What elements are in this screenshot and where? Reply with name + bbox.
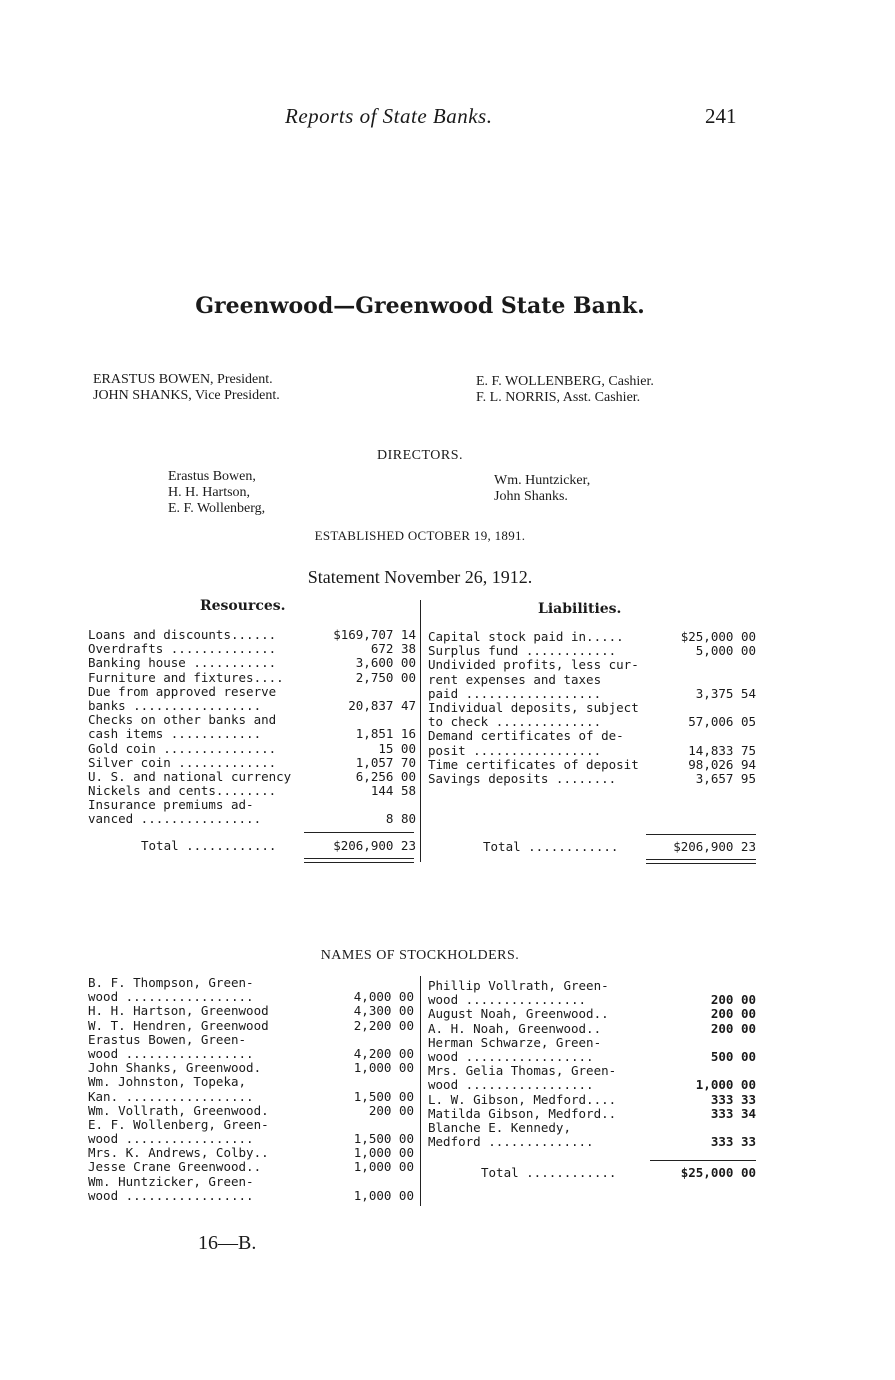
table-row [428, 772, 756, 786]
officer-vice-president: JOHN SHANKS, Vice President. [93, 388, 280, 403]
row-value: 15 00 [378, 740, 416, 756]
row-label: Savings deposits ........ [428, 770, 617, 786]
stockholders-heading: NAMES OF STOCKHOLDERS. [320, 948, 520, 963]
table-row [88, 1047, 414, 1061]
directors-heading: DIRECTORS. [376, 448, 464, 463]
table-row [88, 976, 414, 990]
table-row [88, 1061, 414, 1075]
directors-left [168, 469, 265, 517]
table-row [88, 784, 416, 798]
column-divider [420, 976, 421, 1206]
row-label: E. F. Wollenberg, Green- [88, 1116, 269, 1132]
table-row [88, 1075, 414, 1089]
resources-table [88, 628, 416, 827]
liabilities-total-row [428, 840, 756, 854]
table-row [88, 1104, 414, 1118]
table-row [88, 1146, 414, 1160]
double-rule [304, 858, 414, 859]
table-row [428, 1078, 756, 1092]
row-label: posit ................. [428, 742, 602, 758]
row-label: wood ................ [428, 992, 587, 1008]
row-label: Time certificates of deposit [428, 756, 639, 772]
table-row [88, 770, 416, 784]
row-label: wood ................. [88, 1187, 254, 1203]
director-name: H. H. Hartson, [168, 485, 251, 500]
table-row [428, 1121, 756, 1135]
table-row [88, 1160, 414, 1174]
officer-asst-cashier: F. L. NORRIS, Asst. Cashier. [476, 390, 641, 405]
row-label: Kan. ................. [88, 1088, 254, 1104]
table-row [88, 727, 416, 741]
row-label: Loans and discounts...... [88, 627, 277, 642]
table-row [88, 1090, 414, 1104]
row-label: Nickels and cents........ [88, 783, 277, 799]
row-label: Demand certificates of de- [428, 728, 624, 744]
row-value: 1,000 00 [695, 1077, 756, 1093]
double-rule [646, 859, 756, 860]
stockholders-right-list [428, 979, 756, 1149]
row-label: Capital stock paid in..... [428, 629, 624, 644]
row-label: Herman Schwarze, Green- [428, 1034, 602, 1050]
resources-total-label: Total ............ [141, 838, 277, 853]
directors-right [494, 473, 590, 505]
liabilities-heading: Liabilities. [538, 601, 622, 617]
row-value: 20,837 47 [348, 697, 416, 713]
row-value: 200 00 [368, 1102, 414, 1118]
row-value: 200 00 [710, 1020, 756, 1036]
row-value: 1,000 00 [353, 1159, 414, 1175]
stockholders-total-value: $25,000 00 [680, 1165, 756, 1180]
row-value: 14,833 75 [688, 742, 756, 758]
row-label: Jesse Crane Greenwood.. [88, 1159, 262, 1175]
row-label: W. T. Hendren, Greenwood [88, 1017, 269, 1033]
row-value: 4,000 00 [353, 989, 414, 1005]
double-rule [646, 863, 756, 864]
row-label: wood ................. [428, 1077, 594, 1093]
row-value: 1,000 00 [353, 1060, 414, 1076]
table-row [428, 715, 756, 729]
row-value: 57,006 05 [688, 714, 756, 730]
table-row [428, 630, 756, 644]
row-label: Individual deposits, subject [428, 699, 639, 715]
row-label: Checks on other banks and [88, 712, 277, 728]
liabilities-total-value: $206,900 23 [673, 839, 756, 854]
stockholders-total-label: Total ............ [481, 1165, 617, 1180]
row-label: paid .................. [428, 685, 602, 701]
table-row [88, 671, 416, 685]
table-row [428, 758, 756, 772]
double-rule [304, 862, 414, 863]
table-row [428, 701, 756, 715]
row-value: 1,500 00 [353, 1131, 414, 1147]
stockholders-total-rule [650, 1160, 756, 1161]
table-row [428, 1135, 756, 1149]
row-label: to check .............. [428, 714, 602, 730]
row-value: 333 33 [710, 1091, 756, 1107]
row-label: Furniture and fixtures.... [88, 669, 284, 685]
row-label: rent expenses and taxes [428, 671, 602, 687]
table-row [428, 658, 756, 672]
row-value: 672 38 [370, 641, 416, 657]
stockholders-total-row [428, 1166, 756, 1180]
table-row [88, 642, 416, 656]
row-label: Blanche E. Kennedy, [428, 1119, 571, 1135]
row-label: H. H. Hartson, Greenwood [88, 1003, 269, 1019]
officers-left [93, 372, 280, 404]
row-value: 1,500 00 [353, 1088, 414, 1104]
resources-total-rule [304, 832, 414, 833]
established-line: ESTABLISHED OCTOBER 19, 1891. [314, 528, 526, 543]
table-row [88, 990, 414, 1004]
table-row [88, 756, 416, 770]
row-value: 6,256 00 [355, 768, 416, 784]
page-number: 241 [705, 104, 737, 128]
row-value: 2,750 00 [355, 669, 416, 685]
row-label: Undivided profits, less cur- [428, 657, 639, 673]
row-value: 4,300 00 [353, 1003, 414, 1019]
row-label: John Shanks, Greenwood. [88, 1060, 262, 1076]
table-row [428, 979, 756, 993]
table-row [88, 1004, 414, 1018]
row-value: 500 00 [710, 1048, 756, 1064]
row-value: 200 00 [710, 992, 756, 1008]
row-label: U. S. and national currency [88, 768, 292, 784]
row-label: Matilda Gibson, Medford.. [428, 1105, 617, 1121]
table-row [88, 742, 416, 756]
table-row [88, 1033, 414, 1047]
table-row [428, 1107, 756, 1121]
table-row [88, 1132, 414, 1146]
director-name: Wm. Huntzicker, [494, 473, 591, 488]
row-label: Gold coin ............... [88, 740, 277, 756]
table-row [428, 1093, 756, 1107]
row-label: L. W. Gibson, Medford.... [428, 1091, 617, 1107]
column-divider [420, 600, 421, 862]
row-label: Due from approved reserve [88, 683, 277, 699]
row-value: 3,600 00 [355, 655, 416, 671]
director-name: Erastus Bowen, [168, 469, 256, 484]
row-label: Overdrafts .............. [88, 641, 277, 657]
resources-heading: Resources. [200, 598, 286, 614]
row-label: Erastus Bowen, Green- [88, 1031, 247, 1047]
table-row [88, 713, 416, 727]
row-label: Mrs. K. Andrews, Colby.. [88, 1145, 269, 1161]
row-value: 333 33 [710, 1134, 756, 1150]
row-value: 98,026 94 [688, 756, 756, 772]
statement-title: Statement November 26, 1912. [307, 567, 533, 587]
liabilities-total-label: Total ............ [483, 839, 619, 854]
table-row [428, 644, 756, 658]
stockholders-left-list [88, 976, 414, 1203]
row-label: wood ................. [88, 1131, 254, 1147]
table-row [428, 1007, 756, 1021]
table-row [428, 993, 756, 1007]
row-label: Wm. Vollrath, Greenwood. [88, 1102, 269, 1118]
table-row [88, 1118, 414, 1132]
table-row [428, 1050, 756, 1064]
resources-total-value: $206,900 23 [333, 838, 416, 853]
table-row [88, 628, 416, 642]
officer-president: ERASTUS BOWEN, President. [93, 372, 273, 387]
row-value: 144 58 [370, 783, 416, 799]
row-value: $25,000 00 [680, 629, 756, 644]
row-value: 1,000 00 [353, 1145, 414, 1161]
table-row [428, 729, 756, 743]
row-label: Surplus fund ............ [428, 643, 617, 659]
director-name: John Shanks. [494, 489, 568, 504]
table-row [88, 1019, 414, 1033]
table-row [88, 1175, 414, 1189]
row-value: 5,000 00 [695, 643, 756, 659]
row-value: 3,657 95 [695, 770, 756, 786]
officer-cashier: E. F. WOLLENBERG, Cashier. [476, 374, 654, 389]
table-row [428, 673, 756, 687]
row-label: A. H. Noah, Greenwood.. [428, 1020, 602, 1036]
row-label: cash items ............ [88, 726, 262, 742]
table-row [88, 656, 416, 670]
table-row [88, 1189, 414, 1203]
table-row [88, 812, 416, 826]
officers-right [476, 374, 654, 406]
row-label: wood ................. [88, 989, 254, 1005]
row-value: 4,200 00 [353, 1045, 414, 1061]
liabilities-total-rule [646, 834, 756, 835]
row-label: wood ................. [428, 1048, 594, 1064]
liabilities-table [428, 630, 756, 786]
row-label: Medford .............. [428, 1134, 594, 1150]
row-value: 3,375 54 [695, 685, 756, 701]
bank-title: Greenwood—Greenwood State Bank. [195, 293, 645, 319]
director-name: E. F. Wollenberg, [168, 501, 266, 516]
row-label: Insurance premiums ad- [88, 797, 254, 813]
resources-total-row [88, 839, 416, 853]
table-row [88, 699, 416, 713]
row-label: Mrs. Gelia Thomas, Green- [428, 1063, 617, 1079]
row-label: vanced ................ [88, 811, 262, 827]
row-value: 1,057 70 [355, 754, 416, 770]
table-row [428, 1022, 756, 1036]
row-label: Wm. Johnston, Topeka, [88, 1074, 247, 1090]
row-label: Banking house ........... [88, 655, 277, 671]
row-label: B. F. Thompson, Green- [88, 975, 254, 990]
row-value: 2,200 00 [353, 1017, 414, 1033]
running-header-title: Reports of State Banks. [285, 104, 493, 128]
table-row [88, 798, 416, 812]
table-row [428, 1036, 756, 1050]
row-label: wood ................. [88, 1045, 254, 1061]
row-value: 8 80 [385, 811, 416, 827]
row-label: Silver coin ............. [88, 754, 277, 770]
row-label: Wm. Huntzicker, Green- [88, 1173, 254, 1189]
row-value: 1,851 16 [355, 726, 416, 742]
row-value: $169,707 14 [333, 627, 416, 642]
row-value: 1,000 00 [353, 1187, 414, 1203]
table-row [428, 1064, 756, 1078]
row-value: 200 00 [710, 1006, 756, 1022]
table-row [428, 687, 756, 701]
row-label: Phillip Vollrath, Green- [428, 978, 609, 993]
table-row [428, 744, 756, 758]
row-value: 333 34 [710, 1105, 756, 1121]
signature-mark: 16—B. [198, 1232, 257, 1254]
row-label: August Noah, Greenwood.. [428, 1006, 609, 1022]
table-row [88, 685, 416, 699]
row-label: banks ................. [88, 697, 262, 713]
